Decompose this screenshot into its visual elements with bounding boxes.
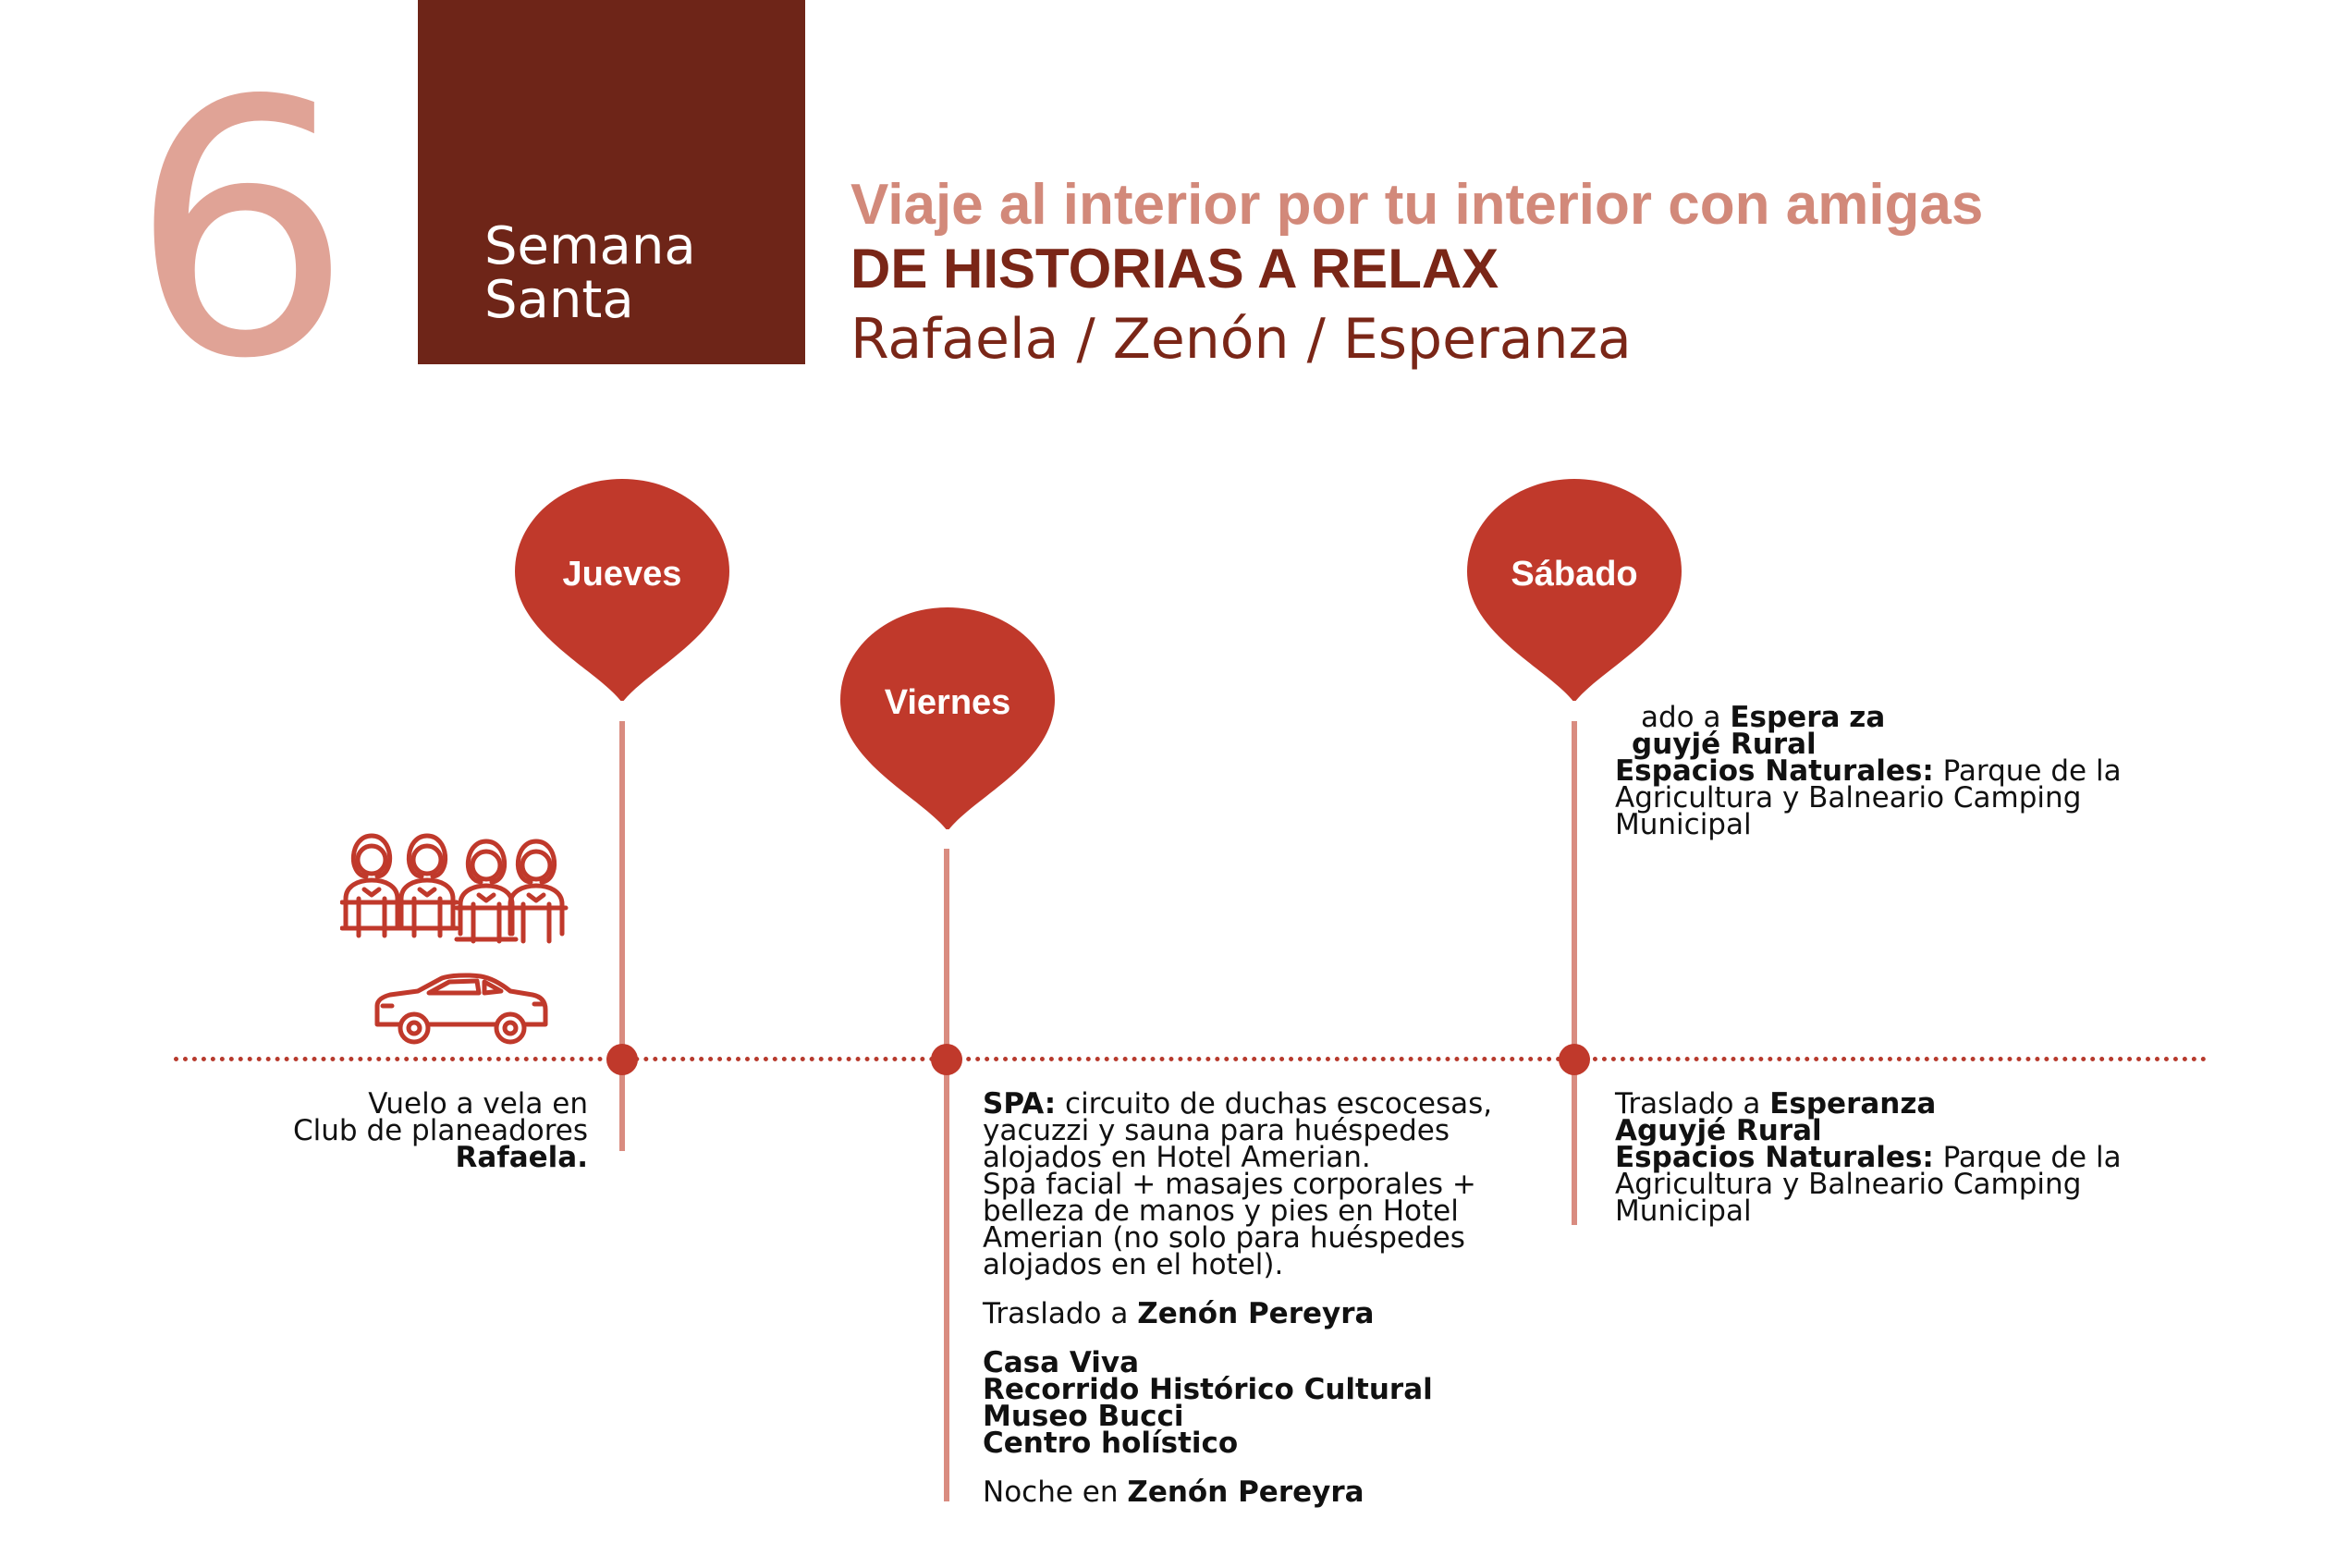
activity-item: Museo Bucci bbox=[983, 1400, 1184, 1433]
season-box bbox=[418, 0, 805, 364]
saturday-natural-label: Espacios Naturales: bbox=[1615, 1141, 1934, 1174]
thursday-line-1: Vuelo a vela en bbox=[368, 1087, 588, 1121]
dot-jueves bbox=[606, 1044, 638, 1075]
thursday-line-2: Club de planeadores bbox=[293, 1114, 588, 1147]
women-group-icon bbox=[340, 832, 571, 952]
friday-activities bbox=[983, 1346, 1519, 1460]
page-subtitle: DE HISTORIAS A RELAX bbox=[850, 238, 1499, 300]
activity-item: Casa Viva bbox=[983, 1346, 1140, 1379]
page-title: Viaje al interior por tu interior con amigas bbox=[850, 173, 1984, 237]
pin-label-sabado: Sábado bbox=[1511, 555, 1638, 594]
saturday-faded-natural: Espacios Naturales: Parque de la Agricultura y Balneario Camping Municipal bbox=[1615, 754, 2122, 841]
car-icon bbox=[372, 973, 549, 1049]
friday-transfer bbox=[983, 1297, 1519, 1330]
section-number: 6 bbox=[129, 26, 344, 435]
saturday-faded-place: guyjé Rural bbox=[1632, 728, 1817, 761]
friday-night bbox=[983, 1476, 1519, 1509]
saturday-faded-transfer: ado a Espera za bbox=[1641, 701, 1886, 734]
timeline-line bbox=[174, 1057, 2208, 1061]
cities-line: Rafaela / Zenón / Esperanza bbox=[850, 307, 1632, 372]
friday-spa-paragraph-2: Spa facial + masajes corporales + belleza de manos y pies en Hotel Amerian (no solo para huéspedes alojados en el hotel). bbox=[983, 1168, 1476, 1281]
friday-description bbox=[983, 1087, 1519, 1509]
friday-spa-label: SPA: bbox=[983, 1087, 1057, 1121]
dot-sabado bbox=[1559, 1044, 1590, 1075]
saturday-natural bbox=[1615, 1141, 2133, 1228]
saturday-description bbox=[1615, 1087, 2133, 1228]
friday-night-place: Zenón Pereyra bbox=[1127, 1476, 1364, 1509]
activity-item: Centro holístico bbox=[983, 1427, 1239, 1460]
pin-label-jueves: Jueves bbox=[562, 555, 682, 594]
thursday-place: Rafaela. bbox=[455, 1141, 588, 1174]
pin-label-viernes: Viernes bbox=[884, 683, 1011, 722]
stem-sabado bbox=[1572, 721, 1577, 1225]
pin-viernes bbox=[837, 607, 1058, 829]
friday-transfer-place: Zenón Pereyra bbox=[1137, 1297, 1375, 1330]
pin-sabado bbox=[1463, 479, 1685, 701]
pin-jueves bbox=[511, 479, 733, 701]
thursday-description bbox=[185, 1087, 588, 1174]
season-line-1: Semana bbox=[484, 216, 696, 276]
saturday-natural-text: Parque de la Agricultura y Balneario Camping Municipal bbox=[1615, 1141, 2122, 1228]
friday-spa-paragraph bbox=[983, 1087, 1519, 1174]
friday-spa-text: circuito de duchas escocesas, yacuzzi y sauna para huéspedes alojados en Hotel Amerian. bbox=[983, 1087, 1493, 1174]
stem-jueves bbox=[619, 721, 625, 1151]
dot-viernes bbox=[931, 1044, 962, 1075]
saturday-transfer-place: Esperanza bbox=[1769, 1087, 1937, 1121]
friday-night-prefix: Noche en bbox=[983, 1476, 1128, 1509]
season-label bbox=[484, 216, 696, 330]
activity-item: Recorrido Histórico Cultural bbox=[983, 1373, 1433, 1406]
saturday-transfer-prefix: Traslado a bbox=[1615, 1087, 1770, 1121]
saturday-description-faded bbox=[1615, 701, 2133, 841]
stem-viernes bbox=[944, 849, 949, 1501]
thursday-line-3 bbox=[185, 1141, 588, 1174]
saturday-place: Aguyjé Rural bbox=[1615, 1114, 1822, 1147]
friday-transfer-prefix: Traslado a bbox=[983, 1297, 1138, 1330]
season-line-2: Santa bbox=[484, 270, 634, 330]
